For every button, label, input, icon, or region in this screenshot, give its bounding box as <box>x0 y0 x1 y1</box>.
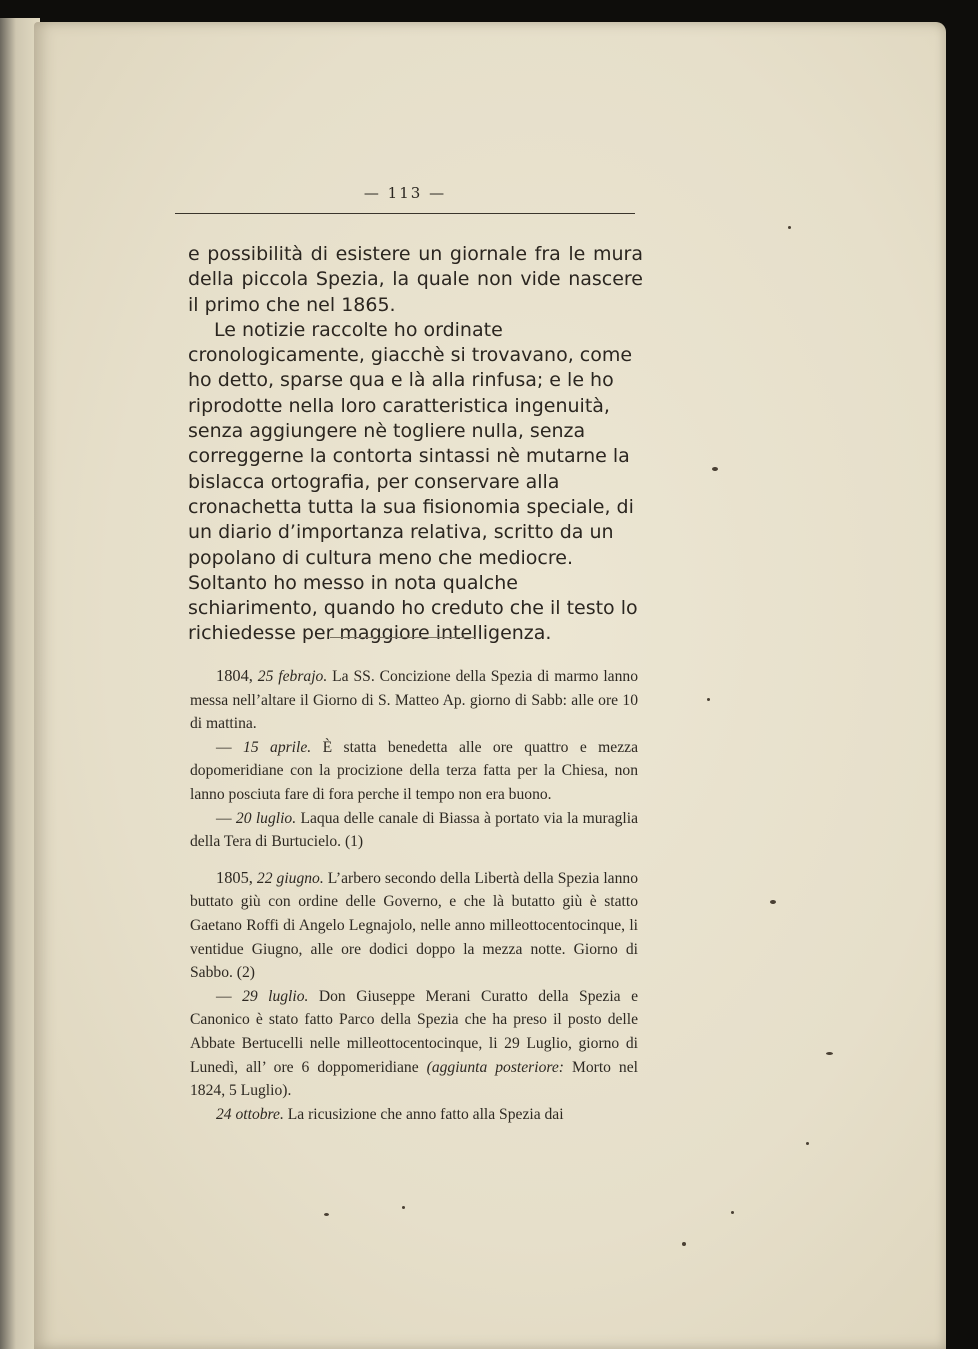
intro-paragraph-2: Le notizie raccolte ho ordinate cronologicamente, giacchè si trovavano, come ho detto, sparse qua e là alla rinfusa; e le ho riprodotte nella loro caratteristica ingenuità, senza aggiungere nè togliere nulla, senza correggerne la contorta sintassi nè mutarne la bislacca ortografia, per conservare alla cronachetta tutta la sua fisionomia speciale, di un diario d’importanza relativa, scritto da un popolano di cultura meno che mediocre. Soltanto ho messo in nota qualche schiarimento, quando ho creduto che il testo lo richiedesse per maggiore intelligenza. <box>188 318 638 645</box>
entry-date: 15 aprile. <box>243 738 312 756</box>
entry-text: La SS. Concizione della Spezia di marmo lanno messa nell’altare il Giorno di S. Matteo Ap. giorno di Sabb: alle ore 10 di mattina. <box>190 668 638 733</box>
chronicle-entry-1805-07-29 <box>190 985 638 1103</box>
entry-note-text: Morto nel 1824, 5 Luglio). <box>190 1058 638 1100</box>
chronicle-entry-1804-04-15 <box>190 736 638 807</box>
paper-speck <box>682 1242 686 1246</box>
entry-date: 25 febrajo. <box>257 668 328 685</box>
entry-text: La ricusizione che anno fatto alla Spezia dai <box>287 1105 564 1123</box>
chronicle-entry-1804-07-20 <box>190 807 638 854</box>
entry-date: 24 ottobre. <box>216 1105 284 1123</box>
paper-speck <box>402 1206 405 1209</box>
chronicle-entries <box>190 664 638 1126</box>
entry-lead: 1804, <box>216 666 253 685</box>
intro-text <box>188 242 643 647</box>
section-separator <box>330 637 475 638</box>
chronicle-entry-1805-10-24 <box>190 1103 638 1127</box>
entry-text: È statta benedetta alle ore quattro e mezza dopomeridiane con la procizione della terza fatta per la Chiesa, non lanno posciuta fare di fora perche il tempo non era buono. <box>190 738 638 803</box>
paper-speck <box>324 1213 329 1216</box>
paper-speck <box>770 900 776 904</box>
paper-speck <box>788 226 791 229</box>
chronicle-entry-1804-02-25 <box>190 664 638 736</box>
entry-text: Don Giuseppe Merani Curatto della Spezia e Canonico è stato fatto Parco della Spezia che ha preso il posto delle Abbate Bertucelli nelle milleottocentocinque, li 29 Luglio, giorno di Lunedì, all’ ore 6 doppomeridiane <box>190 987 638 1076</box>
entry-lead: — <box>216 738 232 756</box>
entry-note-label: (aggiunta posteriore: <box>426 1058 564 1076</box>
intro-paragraph-1: e possibilità di esistere un giornale fra le mura della piccola Spezia, la quale non vide nascere il primo che nel 1865. <box>188 243 643 316</box>
paper-speck <box>712 467 718 471</box>
entry-text: Laqua delle canale di Biassa à portato via la muraglia della Tera di Burtucielo. (1) <box>190 809 639 851</box>
paper-speck <box>826 1052 833 1055</box>
entry-date: 20 luglio. <box>235 809 297 827</box>
paper-speck <box>731 1211 734 1214</box>
paper-speck <box>707 698 710 701</box>
entry-date: 22 giugno. <box>256 869 324 887</box>
entry-date: 29 luglio. <box>242 987 309 1005</box>
entry-lead: — <box>216 987 232 1005</box>
header-rule <box>175 213 635 214</box>
entry-text: L’arbero secondo della Libertà della Spezia lanno buttato giù con ordine delle Governo, e che là butatto giù è statto Gaetano Roffi di Angelo Legnajolo, nelle anno milleottocentocinque, li ventidue Giugno, alle ore dodici doppo la mezza notte. Giorno di Sabbo. (2) <box>190 869 638 982</box>
entry-lead: 1805, <box>216 867 253 887</box>
entry-lead: — <box>216 809 232 827</box>
page-number: — 113 — <box>363 184 447 202</box>
paper-speck <box>806 1142 809 1145</box>
chronicle-entry-1805-06-22 <box>190 866 638 985</box>
